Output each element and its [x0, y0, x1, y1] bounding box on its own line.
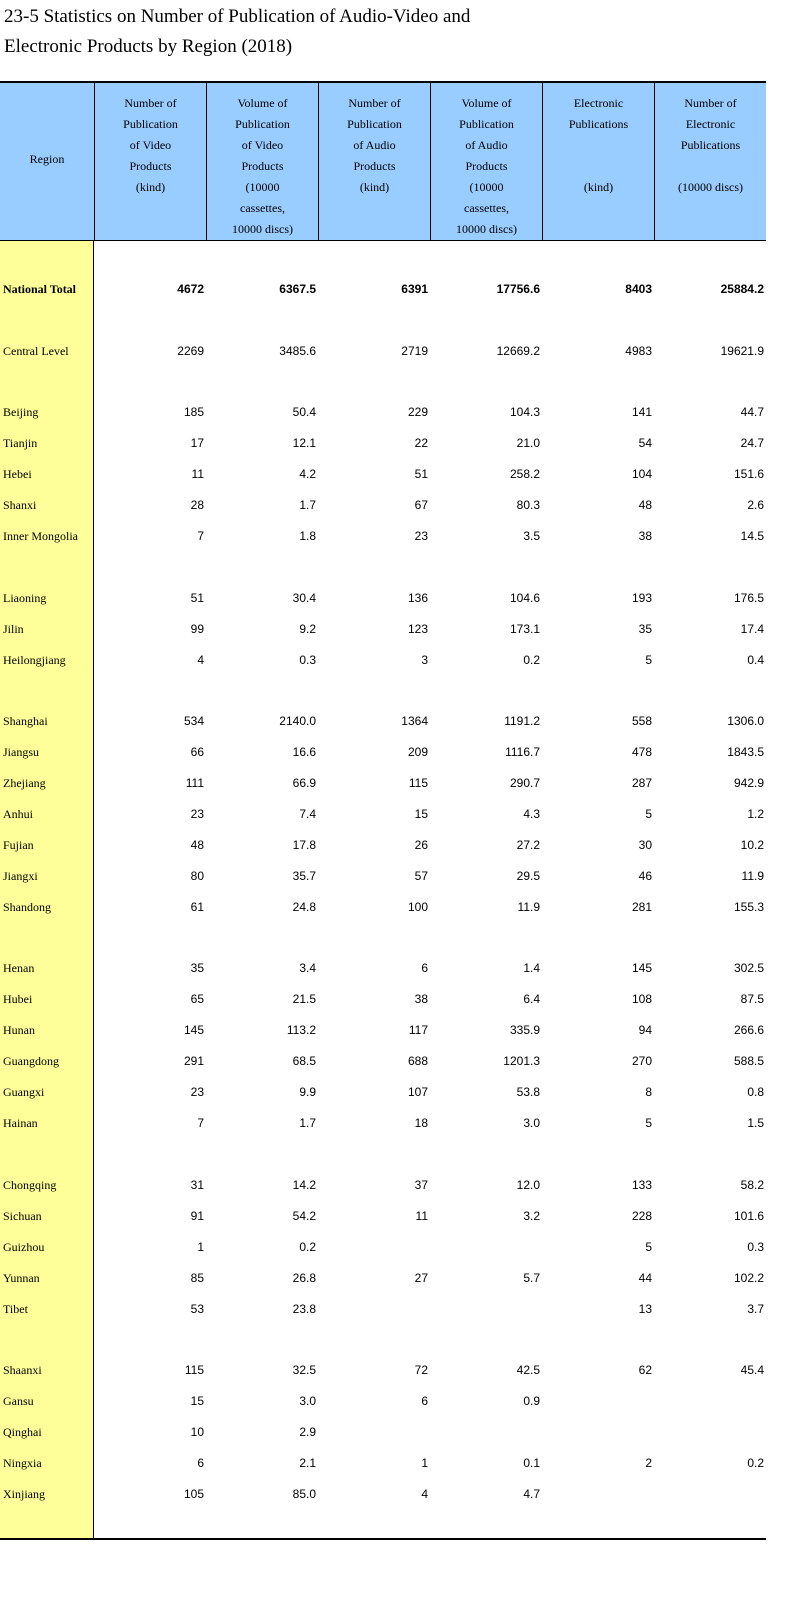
cell-electronic-kinds: 145	[631, 961, 652, 975]
cell-audio-volume: 80.3	[516, 498, 540, 512]
cell-video-kinds: 61	[190, 900, 204, 914]
table-row	[0, 618, 766, 640]
header-line: Publication	[123, 117, 178, 131]
cell-electronic-discs: 0.4	[747, 653, 764, 667]
cell-electronic-discs: 176.5	[733, 591, 764, 605]
cell-video-volume: 68.5	[292, 1054, 316, 1068]
cell-electronic-discs: 19621.9	[720, 344, 764, 358]
cell-electronic-discs: 14.5	[740, 529, 764, 543]
cell-video-kinds: 4	[197, 653, 204, 667]
cell-electronic-discs: 1.5	[747, 1116, 764, 1130]
cell-video-kinds: 291	[183, 1054, 204, 1068]
cell-electronic-discs: 1306.0	[727, 714, 764, 728]
cell-electronic-kinds: 44	[638, 1271, 652, 1285]
cell-electronic-kinds: 30	[638, 838, 652, 852]
cell-video-kinds: 115	[184, 1363, 204, 1377]
cell-electronic-discs: 2.6	[747, 498, 764, 512]
cell-electronic-kinds: 5	[645, 1116, 652, 1130]
cell-audio-kinds: 117	[408, 1023, 428, 1037]
cell-electronic-discs: 266.6	[733, 1023, 764, 1037]
header-line: Products	[353, 159, 396, 173]
cell-electronic-discs: 0.8	[747, 1085, 764, 1099]
header-audio-kinds	[318, 83, 430, 240]
region-name: Xinjiang	[3, 1486, 45, 1501]
header-line: of Audio	[353, 138, 396, 152]
table-row	[0, 587, 766, 609]
table-body	[0, 241, 766, 1540]
cell-electronic-kinds: 48	[638, 498, 652, 512]
region-name: Guangxi	[3, 1084, 45, 1099]
cell-audio-volume: 6.4	[523, 992, 540, 1006]
region-name: Hubei	[3, 991, 33, 1006]
region-name: Heilongjiang	[3, 652, 66, 667]
table-row	[0, 1452, 766, 1474]
header-line: Region	[29, 152, 65, 166]
cell-audio-kinds: 2719	[401, 344, 428, 358]
cell-electronic-kinds: 270	[631, 1054, 652, 1068]
region-name: Anhui	[3, 806, 33, 821]
cell-video-volume: 2.9	[299, 1425, 316, 1439]
cell-audio-volume: 104.3	[509, 405, 540, 419]
cell-audio-kinds: 37	[414, 1178, 428, 1192]
table-row	[0, 1421, 766, 1443]
table-row	[0, 1050, 766, 1072]
header-line: of Audio	[465, 138, 508, 152]
region-name: Hebei	[3, 466, 32, 481]
table-row	[0, 1205, 766, 1227]
region-name: Jiangxi	[3, 868, 38, 883]
region-name: Shanxi	[3, 497, 37, 512]
cell-video-kinds: 1	[197, 1240, 204, 1254]
header-line: Products	[465, 159, 508, 173]
table-row	[0, 988, 766, 1010]
header-line: Products	[241, 159, 284, 173]
cell-audio-volume: 1191.2	[504, 714, 540, 728]
table-row	[0, 525, 766, 547]
cell-video-volume: 9.2	[299, 622, 316, 636]
cell-audio-volume: 258.2	[509, 467, 540, 481]
cell-audio-volume: 173.1	[509, 622, 540, 636]
header-line: cassettes,	[464, 201, 509, 215]
cell-video-kinds: 80	[190, 869, 204, 883]
cell-audio-kinds: 18	[414, 1116, 428, 1130]
cell-video-volume: 1.7	[299, 1116, 316, 1130]
cell-audio-kinds: 72	[414, 1363, 428, 1377]
header-line: of Video	[129, 138, 172, 152]
title-line-1: 23-5 Statistics on Number of Publication of Audio-Video and	[4, 6, 471, 27]
cell-electronic-kinds: 287	[631, 776, 652, 790]
cell-video-kinds: 17	[190, 436, 204, 450]
cell-electronic-kinds: 46	[638, 869, 652, 883]
table-row	[0, 803, 766, 825]
table-row	[0, 1236, 766, 1258]
cell-audio-volume: 3.2	[523, 1209, 540, 1223]
cell-audio-volume: 1.4	[523, 961, 540, 975]
cell-video-kinds: 15	[190, 1394, 204, 1408]
cell-electronic-discs: 44.7	[740, 405, 764, 419]
table-row	[0, 741, 766, 763]
cell-video-volume: 85.0	[292, 1487, 316, 1501]
cell-video-kinds: 65	[190, 992, 204, 1006]
table-row	[0, 1019, 766, 1041]
table-row	[0, 1359, 766, 1381]
cell-electronic-kinds: 141	[631, 405, 652, 419]
header-line: 10000 discs)	[456, 222, 517, 236]
cell-electronic-kinds: 2	[645, 1456, 652, 1470]
table-row	[0, 1174, 766, 1196]
table-row	[0, 1081, 766, 1103]
cell-audio-kinds: 38	[414, 992, 428, 1006]
cell-electronic-kinds: 94	[638, 1023, 652, 1037]
cell-audio-volume: 12.0	[516, 1178, 540, 1192]
table-row	[0, 957, 766, 979]
table-row	[0, 278, 766, 300]
cell-video-kinds: 35	[190, 961, 204, 975]
cell-video-kinds: 23	[190, 1085, 204, 1099]
region-name: Guangdong	[3, 1053, 59, 1068]
region-name: Zhejiang	[3, 775, 46, 790]
cell-audio-volume: 0.9	[523, 1394, 540, 1408]
cell-video-volume: 6367.5	[279, 282, 316, 296]
header-video-volume	[206, 83, 318, 240]
cell-video-kinds: 66	[190, 745, 204, 759]
cell-electronic-kinds: 5	[645, 807, 652, 821]
cell-electronic-kinds: 228	[631, 1209, 652, 1223]
cell-electronic-discs: 11.9	[741, 869, 764, 883]
region-name: Sichuan	[3, 1208, 42, 1223]
cell-video-volume: 1.8	[299, 529, 316, 543]
cell-video-volume: 17.8	[292, 838, 316, 852]
region-name: Qinghai	[3, 1424, 42, 1439]
cell-audio-volume: 104.6	[509, 591, 540, 605]
cell-audio-volume: 0.1	[523, 1456, 540, 1470]
cell-electronic-kinds: 558	[631, 714, 652, 728]
cell-video-kinds: 11	[191, 467, 204, 481]
cell-audio-volume: 27.2	[516, 838, 540, 852]
cell-audio-volume: 21.0	[516, 436, 540, 450]
table-row	[0, 896, 766, 918]
cell-electronic-discs: 25884.2	[720, 282, 764, 296]
table-row	[0, 1390, 766, 1412]
cell-video-kinds: 51	[190, 591, 204, 605]
header-line: Number of	[684, 96, 737, 110]
header-electronic-discs	[654, 83, 766, 240]
cell-electronic-discs: 45.4	[740, 1363, 764, 1377]
table-row	[0, 710, 766, 732]
cell-audio-volume: 42.5	[516, 1363, 540, 1377]
cell-audio-volume: 11.9	[517, 900, 540, 914]
cell-audio-volume: 0.2	[523, 653, 540, 667]
header-line: Number of	[348, 96, 401, 110]
cell-electronic-kinds: 8403	[625, 282, 652, 296]
title-line-2: Electronic Products by Region (2018)	[4, 36, 293, 57]
cell-audio-kinds: 688	[407, 1054, 428, 1068]
cell-video-volume: 16.6	[292, 745, 316, 759]
table-row	[0, 1267, 766, 1289]
region-name: Fujian	[3, 837, 34, 852]
cell-electronic-discs: 102.2	[733, 1271, 764, 1285]
cell-video-volume: 2140.0	[279, 714, 316, 728]
cell-audio-volume: 335.9	[509, 1023, 540, 1037]
cell-electronic-discs: 10.2	[740, 838, 764, 852]
cell-audio-kinds: 27	[414, 1271, 428, 1285]
cell-electronic-kinds: 4983	[625, 344, 652, 358]
region-name: Shandong	[3, 899, 51, 914]
cell-video-kinds: 99	[190, 622, 204, 636]
region-name: Central Level	[3, 343, 69, 358]
statistics-table	[0, 81, 766, 1540]
cell-video-volume: 7.4	[299, 807, 316, 821]
cell-audio-volume: 1116.7	[505, 745, 540, 759]
region-name: Hainan	[3, 1115, 38, 1130]
cell-electronic-kinds: 54	[638, 436, 652, 450]
cell-video-kinds: 6	[197, 1456, 204, 1470]
cell-video-volume: 30.4	[292, 591, 316, 605]
cell-video-kinds: 91	[190, 1209, 204, 1223]
cell-video-volume: 0.2	[299, 1240, 316, 1254]
cell-electronic-discs: 151.6	[733, 467, 764, 481]
header-line: Volume of	[237, 96, 288, 110]
header-line: Publications	[680, 138, 741, 152]
cell-electronic-kinds: 5	[645, 1240, 652, 1254]
cell-video-volume: 1.7	[299, 498, 316, 512]
table-header	[0, 83, 766, 241]
region-name: National Total	[3, 281, 77, 296]
cell-video-volume: 2.1	[299, 1456, 316, 1470]
cell-video-volume: 3.4	[299, 961, 316, 975]
cell-electronic-discs: 302.5	[733, 961, 764, 975]
cell-audio-kinds: 26	[414, 838, 428, 852]
cell-electronic-kinds: 35	[638, 622, 652, 636]
table-title	[4, 2, 784, 62]
cell-electronic-kinds: 62	[638, 1363, 652, 1377]
cell-electronic-kinds: 8	[645, 1085, 652, 1099]
table-row	[0, 649, 766, 671]
header-line: Publication	[235, 117, 290, 131]
cell-electronic-discs: 101.6	[733, 1209, 764, 1223]
cell-audio-kinds: 57	[414, 869, 428, 883]
cell-video-kinds: 111	[185, 776, 204, 790]
cell-video-volume: 35.7	[292, 869, 316, 883]
cell-video-volume: 26.8	[292, 1271, 316, 1285]
cell-audio-kinds: 209	[407, 745, 428, 759]
region-name: Shanghai	[3, 713, 48, 728]
header-line: 10000 discs)	[232, 222, 293, 236]
cell-video-kinds: 145	[183, 1023, 204, 1037]
cell-audio-volume: 29.5	[516, 869, 540, 883]
cell-video-volume: 23.8	[292, 1302, 316, 1316]
cell-video-kinds: 534	[183, 714, 204, 728]
table-row	[0, 1112, 766, 1134]
header-line: Publication	[459, 117, 514, 131]
cell-electronic-kinds: 478	[631, 745, 652, 759]
header-video-kinds	[94, 83, 206, 240]
cell-video-volume: 3485.6	[279, 344, 316, 358]
cell-video-volume: 66.9	[292, 776, 316, 790]
region-name: Jilin	[3, 621, 24, 636]
header-line: Number of	[124, 96, 177, 110]
header-region	[0, 83, 94, 240]
cell-video-volume: 24.8	[292, 900, 316, 914]
header-line: Publications	[568, 117, 629, 131]
cell-video-kinds: 85	[190, 1271, 204, 1285]
table-row	[0, 1483, 766, 1505]
cell-audio-kinds: 11	[415, 1209, 428, 1223]
cell-video-volume: 9.9	[299, 1085, 316, 1099]
cell-audio-volume: 3.5	[523, 529, 540, 543]
region-name: Hunan	[3, 1022, 35, 1037]
region-name: Inner Mongolia	[3, 528, 78, 543]
cell-audio-kinds: 67	[414, 498, 428, 512]
cell-audio-kinds: 4	[421, 1487, 428, 1501]
cell-audio-kinds: 115	[408, 776, 428, 790]
header-line: (10000	[245, 180, 280, 194]
cell-audio-volume: 4.7	[523, 1487, 540, 1501]
cell-electronic-discs: 17.4	[740, 622, 764, 636]
cell-audio-kinds: 3	[421, 653, 428, 667]
cell-audio-volume: 5.7	[523, 1271, 540, 1285]
cell-audio-kinds: 6391	[401, 282, 428, 296]
cell-audio-kinds: 123	[407, 622, 428, 636]
cell-audio-kinds: 6	[421, 1394, 428, 1408]
cell-audio-volume: 1201.3	[503, 1054, 540, 1068]
cell-electronic-kinds: 281	[631, 900, 652, 914]
region-name: Yunnan	[3, 1270, 40, 1285]
cell-audio-kinds: 136	[407, 591, 428, 605]
cell-audio-kinds: 107	[407, 1085, 428, 1099]
cell-video-kinds: 2269	[177, 344, 204, 358]
cell-video-kinds: 53	[190, 1302, 204, 1316]
header-line: (kind)	[583, 180, 614, 194]
cell-audio-kinds: 1364	[401, 714, 428, 728]
cell-video-volume: 54.2	[292, 1209, 316, 1223]
cell-audio-volume: 12669.2	[496, 344, 540, 358]
cell-video-kinds: 48	[190, 838, 204, 852]
cell-electronic-kinds: 108	[631, 992, 652, 1006]
cell-electronic-discs: 1.2	[747, 807, 764, 821]
cell-audio-kinds: 15	[414, 807, 428, 821]
cell-electronic-discs: 24.7	[740, 436, 764, 450]
cell-video-kinds: 7	[197, 529, 204, 543]
cell-audio-volume: 17756.6	[496, 282, 540, 296]
cell-electronic-discs: 942.9	[733, 776, 764, 790]
region-name: Guizhou	[3, 1239, 45, 1254]
cell-video-kinds: 23	[190, 807, 204, 821]
cell-electronic-kinds: 133	[631, 1178, 652, 1192]
header-line: Products	[129, 159, 172, 173]
cell-audio-kinds: 229	[407, 405, 428, 419]
header-electronic-kinds	[542, 83, 654, 240]
header-line: of Video	[241, 138, 284, 152]
cell-electronic-kinds: 13	[638, 1302, 652, 1316]
table-row	[0, 401, 766, 423]
cell-audio-kinds: 6	[421, 961, 428, 975]
cell-video-volume: 14.2	[292, 1178, 316, 1192]
header-line: Publication	[347, 117, 402, 131]
table-row	[0, 494, 766, 516]
cell-video-volume: 32.5	[292, 1363, 316, 1377]
cell-electronic-discs: 588.5	[733, 1054, 764, 1068]
header-line: (kind)	[359, 180, 390, 194]
cell-video-volume: 113.2	[286, 1023, 316, 1037]
header-line: cassettes,	[240, 201, 285, 215]
cell-electronic-discs: 3.7	[747, 1302, 764, 1316]
cell-electronic-discs: 155.3	[733, 900, 764, 914]
cell-electronic-discs: 0.2	[747, 1456, 764, 1470]
region-name: Ningxia	[3, 1455, 42, 1470]
header-line: Electronic	[573, 96, 624, 110]
cell-video-kinds: 28	[190, 498, 204, 512]
table-row	[0, 865, 766, 887]
cell-video-kinds: 10	[190, 1425, 204, 1439]
cell-audio-volume: 53.8	[516, 1085, 540, 1099]
region-name: Liaoning	[3, 590, 47, 605]
cell-electronic-discs: 87.5	[740, 992, 764, 1006]
header-line: Electronic	[685, 117, 736, 131]
header-line: (10000 discs)	[678, 180, 743, 194]
table-row	[0, 1298, 766, 1320]
header-line: Volume of	[461, 96, 512, 110]
table-row	[0, 340, 766, 362]
cell-video-volume: 50.4	[292, 405, 316, 419]
table-row	[0, 834, 766, 856]
cell-audio-kinds: 22	[414, 436, 428, 450]
cell-video-volume: 12.1	[292, 436, 316, 450]
cell-video-kinds: 31	[190, 1178, 204, 1192]
cell-video-volume: 3.0	[299, 1394, 316, 1408]
cell-video-kinds: 7	[197, 1116, 204, 1130]
header-line: (kind)	[135, 180, 166, 194]
region-name: Henan	[3, 960, 35, 975]
cell-video-volume: 4.2	[299, 467, 316, 481]
cell-audio-volume: 3.0	[523, 1116, 540, 1130]
cell-electronic-kinds: 104	[631, 467, 652, 481]
cell-electronic-kinds: 193	[631, 591, 652, 605]
cell-electronic-discs: 1843.5	[727, 745, 764, 759]
cell-video-kinds: 185	[183, 405, 204, 419]
region-name: Jiangsu	[3, 744, 39, 759]
cell-video-volume: 0.3	[299, 653, 316, 667]
cell-audio-kinds: 1	[421, 1456, 428, 1470]
region-name: Tibet	[3, 1301, 28, 1316]
cell-audio-volume: 4.3	[523, 807, 540, 821]
region-name: Chongqing	[3, 1177, 57, 1192]
table-row	[0, 463, 766, 485]
cell-electronic-discs: 58.2	[740, 1178, 764, 1192]
cell-electronic-kinds: 5	[645, 653, 652, 667]
table-row	[0, 772, 766, 794]
cell-electronic-discs: 0.3	[747, 1240, 764, 1254]
region-name: Gansu	[3, 1393, 34, 1408]
region-name: Shaanxi	[3, 1362, 42, 1377]
cell-audio-kinds: 100	[407, 900, 428, 914]
cell-video-kinds: 105	[183, 1487, 204, 1501]
region-name: Beijing	[3, 404, 39, 419]
region-name: Tianjin	[3, 435, 38, 450]
header-audio-volume	[430, 83, 542, 240]
cell-electronic-kinds: 38	[638, 529, 652, 543]
cell-video-kinds: 4672	[177, 282, 204, 296]
header-line: (10000	[469, 180, 504, 194]
table-row	[0, 432, 766, 454]
cell-audio-kinds: 51	[414, 467, 428, 481]
cell-audio-kinds: 23	[414, 529, 428, 543]
cell-video-volume: 21.5	[292, 992, 316, 1006]
cell-audio-volume: 290.7	[509, 776, 540, 790]
